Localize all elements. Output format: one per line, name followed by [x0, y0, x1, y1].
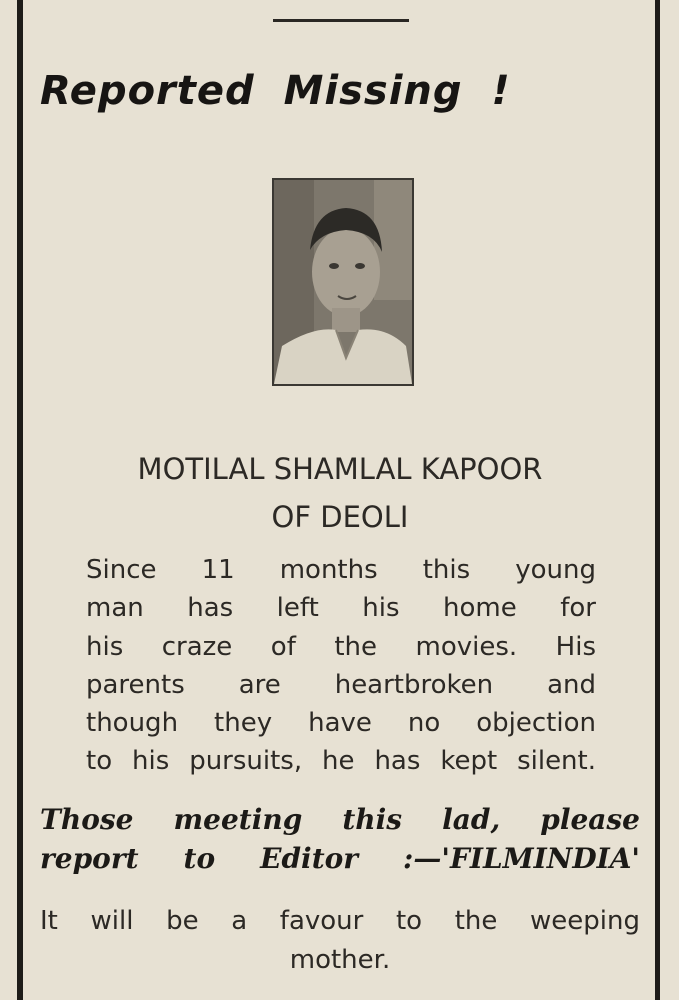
callout-line-2: report to Editor :—'FILMINDIA' — [40, 842, 640, 875]
callout-line-1: Those meeting this lad, please — [40, 803, 640, 836]
portrait-image — [274, 180, 412, 384]
missing-person-origin: OF DEOLI — [271, 500, 409, 534]
body-line-4: parents are heartbroken and — [86, 670, 596, 700]
body-line-1: Since 11 months this young — [86, 555, 596, 585]
favour-line-2: mother. — [289, 945, 391, 975]
portrait-photo — [272, 178, 414, 386]
left-border-rule — [17, 0, 23, 1000]
missing-person-name: MOTILAL SHAMLAL KAPOOR — [137, 452, 543, 486]
body-line-2: man has left his home for — [86, 593, 596, 623]
body-line-5: though they have no objection — [86, 708, 596, 738]
right-border-rule — [655, 0, 660, 1000]
favour-line-1: It will be a favour to the weeping — [40, 906, 640, 936]
top-divider — [273, 19, 409, 22]
headline: Reported Missing ! — [40, 68, 511, 114]
body-line-3: his craze of the movies. His — [86, 632, 596, 662]
body-line-6: to his pursuits, he has kept silent. — [86, 746, 596, 776]
